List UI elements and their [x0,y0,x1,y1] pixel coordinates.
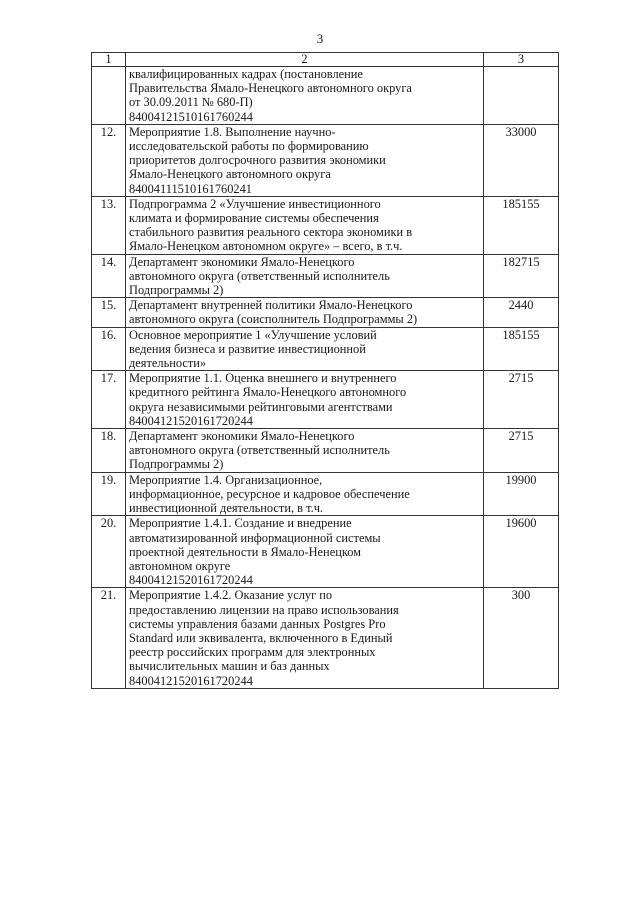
table-row [92,196,559,254]
row-amount: 2715 [484,429,559,473]
row-description: Мероприятие 1.4.2. Оказание услуг по предоставлению лицензии на право использования системы управления базами данных Postgres Pro Standard или эквивалента, включенного в Единый реестр российских программ для электронных вычислительных машин и баз данных 84004121520161720244 [126,588,484,688]
row-amount: 185155 [484,327,559,371]
row-number: 14. [92,254,126,298]
page-number: 3 [316,31,324,46]
row-description: Департамент экономики Ямало-Ненецкого автономного округа (ответственный исполнитель Подпрограммы 2) [126,254,484,298]
budget-table [91,52,559,689]
header-col-2: 2 [126,53,484,67]
row-number: 21. [92,588,126,688]
row-description: квалифицированных кадрах (постановление Правительства Ямало-Ненецкого автономного округа от 30.09.2011 № 680-П) 84004121510161760244 [126,67,484,125]
row-description: Департамент экономики Ямало-Ненецкого автономного округа (ответственный исполнитель Подпрограммы 2) [126,429,484,473]
row-number: 15. [92,298,126,327]
row-number: 17. [92,371,126,429]
row-amount: 33000 [484,124,559,196]
row-amount: 185155 [484,196,559,254]
row-amount: 300 [484,588,559,688]
row-amount: 2715 [484,371,559,429]
table-row [92,588,559,688]
row-number: 19. [92,472,126,516]
row-number: 16. [92,327,126,371]
row-amount [484,67,559,125]
row-description: Мероприятие 1.1. Оценка внешнего и внутреннего кредитного рейтинга Ямало-Ненецкого автономного округа независимыми рейтинговыми агентствами 84004121520161720244 [126,371,484,429]
header-row [92,53,559,67]
row-description: Мероприятие 1.4.1. Создание и внедрение автоматизированной информационной системы проектной деятельности в Ямало-Ненецком автономном округе 84004121520161720244 [126,516,484,588]
row-description: Мероприятие 1.4. Организационное, информационное, ресурсное и кадровое обеспечение инвестиционной деятельности, в т.ч. [126,472,484,516]
table-row [92,371,559,429]
row-amount: 182715 [484,254,559,298]
table-header [92,53,559,67]
row-description: Подпрограмма 2 «Улучшение инвестиционного климата и формирование системы обеспечения стабильного развития реального сектора экономики в Ямало-Ненецком автономном округе» – всего, в т.ч. [126,196,484,254]
row-amount: 19600 [484,516,559,588]
row-number: 12. [92,124,126,196]
row-number [92,67,126,125]
header-col-1: 1 [92,53,126,67]
table-row [92,472,559,516]
row-number: 18. [92,429,126,473]
row-number: 13. [92,196,126,254]
header-col-3: 3 [484,53,559,67]
row-amount: 2440 [484,298,559,327]
table-body [92,67,559,689]
row-description: Мероприятие 1.8. Выполнение научно- исследовательской работы по формированию приоритетов долгосрочного развития экономики Ямало-Ненецкого автономного округа 84004111510161760241 [126,124,484,196]
table-row [92,254,559,298]
row-amount: 19900 [484,472,559,516]
table-row [92,516,559,588]
row-description: Основное мероприятие 1 «Улучшение условий ведения бизнеса и развитие инвестиционной деятельности» [126,327,484,371]
table-row [92,67,559,125]
row-number: 20. [92,516,126,588]
table-row [92,429,559,473]
row-description: Департамент внутренней политики Ямало-Ненецкого автономного округа (соисполнитель Подпрограммы 2) [126,298,484,327]
table-row [92,298,559,327]
table-row [92,327,559,371]
table-row [92,124,559,196]
